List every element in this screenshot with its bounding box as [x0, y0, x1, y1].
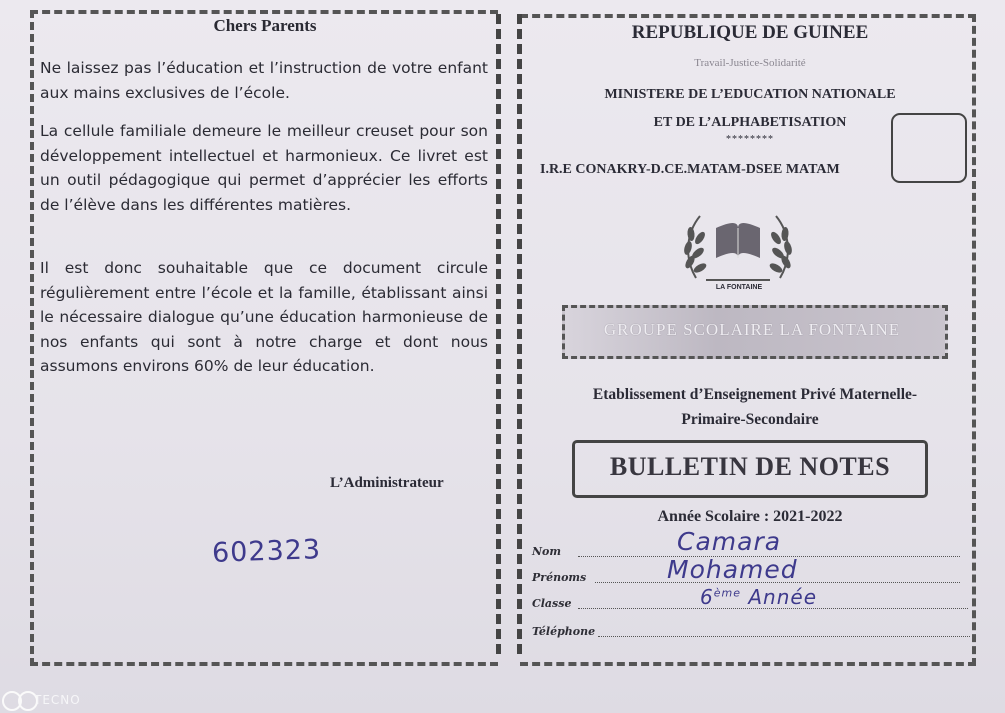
ire-line: I.R.E CONAKRY-D.CE.MATAM-DSEE MATAM: [540, 162, 840, 177]
country-heading: REPUBLIQUE DE GUINEE: [631, 22, 869, 43]
ministry-line-2: ET DE L’ALPHABETISATION: [653, 115, 847, 130]
field-label-classe: Classe: [532, 597, 572, 610]
field-value-classe: [700, 585, 817, 609]
logo-caption: LA FONTAINE: [715, 284, 763, 291]
camera-watermark: TECNO: [34, 693, 81, 707]
stars-separator: ********: [726, 134, 774, 145]
classe-number: 6: [700, 585, 714, 609]
field-line-telephone[interactable]: [598, 636, 970, 637]
school-year: Année Scolaire : 2021-2022: [657, 508, 843, 525]
paragraph-3: Il est donc souhaitable que ce document circule régulièrement entre l’école et la famille, établissant ainsi le nécessaire dialogue qu’une éducation harmonieuse de nos enfants qui sont à notre charge et dont nous assumons environs 60% de leur éducation.: [40, 259, 488, 375]
handwritten-number: 602323: [211, 534, 322, 569]
field-label-prenoms: Prénoms: [532, 571, 587, 584]
classe-word: Année: [748, 585, 818, 609]
classe-suffix: ème: [713, 586, 741, 600]
bulletin-title: BULLETIN DE NOTES: [609, 452, 891, 481]
field-value-nom: Camara: [677, 527, 782, 556]
ministry-line-1: MINISTERE DE L’EDUCATION NATIONALE: [604, 87, 896, 102]
school-name: GROUPE SCOLAIRE LA FONTAINE: [603, 320, 901, 339]
paragraph-1: Ne laissez pas l’éducation et l’instruction de votre enfant aux mains exclusives de l’école.: [40, 59, 488, 102]
fold-line-right: [517, 14, 522, 654]
school-logo-icon: [676, 198, 800, 294]
field-value-prenoms: Mohamed: [667, 555, 798, 584]
fold-line-left: [496, 14, 501, 654]
establishment-line-1: Etablissement d’Enseignement Privé Maternelle-: [592, 386, 918, 403]
field-label-telephone: Téléphone: [532, 625, 596, 638]
letter-title: Chers Parents: [213, 16, 317, 35]
field-label-nom: Nom: [532, 545, 562, 558]
establishment-line-2: Primaire-Secondaire: [681, 411, 819, 428]
paragraph-2: La cellule familiale demeure le meilleur creuset pour son développement intellectuel et harmonieux. Ce livret est un outil pédagogique qui permet d’apprécier les efforts de l’élève dans les différentes matières.: [40, 122, 488, 214]
photo-box: [891, 113, 967, 183]
signature-administrator: L’Administrateur: [330, 475, 444, 491]
national-motto: Travail-Justice-Solidarité: [694, 57, 806, 69]
